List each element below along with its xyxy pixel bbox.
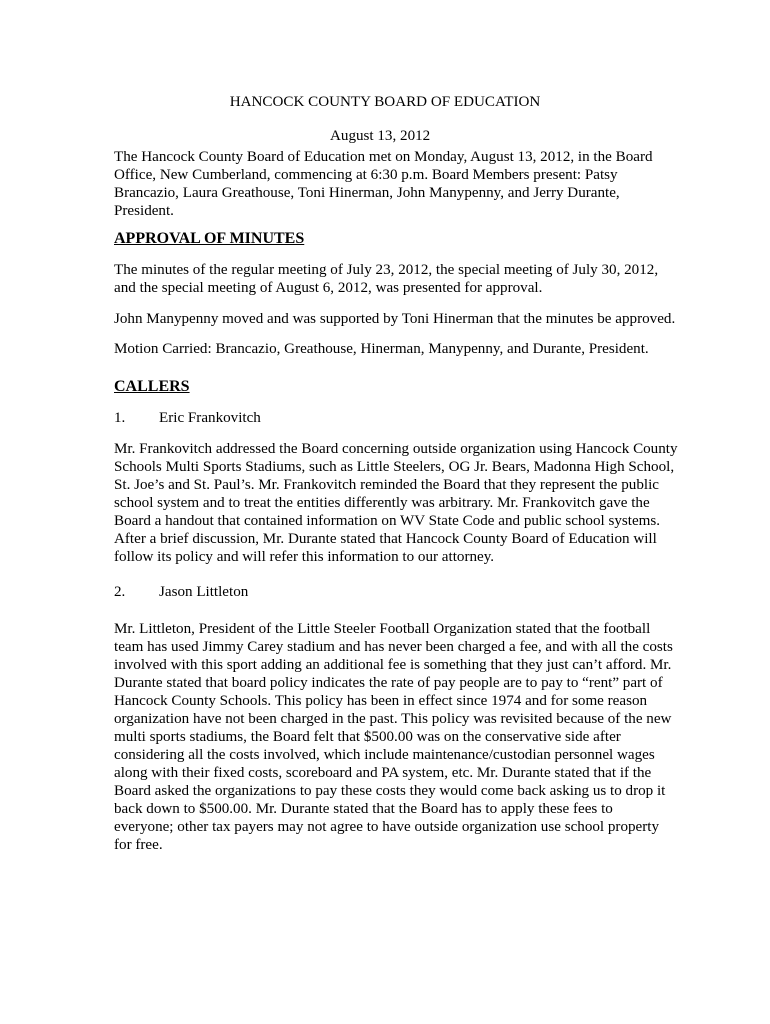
caller-text-line: considering all the costs involved, which include maintenance/custodian personnel wages: [114, 747, 655, 763]
caller-text-line: everyone; other tax payers may not agree to have outside organization use school property: [114, 819, 660, 835]
caller-text-line: follow its policy and will refer this information to our attorney.: [114, 549, 495, 565]
caller-text-line: along with their fixed costs, scoreboard and PA system, etc. Mr. Durante stated that if the: [114, 765, 652, 781]
intro-line: Office, New Cumberland, commencing at 6:30 p.m. Board Members present: Patsy: [114, 167, 618, 183]
intro-line: President.: [114, 203, 174, 219]
intro-line: Brancazio, Laura Greathouse, Toni Hinerman, John Manypenny, and Jerry Durante,: [114, 185, 620, 201]
caller-text-line: multi sports stadiums, the Board felt that $500.00 was on the conservative side after: [114, 729, 621, 745]
caller-text-line: After a brief discussion, Mr. Durante stated that Hancock County Board of Education will: [114, 531, 657, 547]
caller-text-line: Mr. Littleton, President of the Little Steeler Football Organization stated that the football: [114, 621, 651, 637]
caller-text-line: school system and to treat the entities differently was arbitrary. Mr. Frankovitch gave the: [114, 495, 650, 511]
caller-text-line: back down to $500.00. Mr. Durante stated that the Board has to apply these fees to: [114, 801, 613, 817]
approval-heading: APPROVAL OF MINUTES: [114, 230, 305, 247]
approval-vote: Motion Carried: Brancazio, Greathouse, Hinerman, Manypenny, and Durante, President.: [114, 341, 649, 357]
intro-line: The Hancock County Board of Education met on Monday, August 13, 2012, in the Board: [114, 149, 653, 165]
caller-number: 2.: [114, 584, 126, 600]
approval-para-line: The minutes of the regular meeting of July 23, 2012, the special meeting of July 30, 2012,: [114, 262, 659, 278]
caller-text-line: for free.: [114, 837, 163, 853]
meeting-date-text: August 13, 2012: [330, 128, 431, 144]
caller-text-line: Board asked the organizations to pay these costs they would come back asking us to drop it: [114, 783, 666, 799]
caller-text-line: Mr. Frankovitch addressed the Board concerning outside organization using Hancock County: [114, 441, 678, 457]
caller-text-line: Board a handout that contained information on WV State Code and public school systems.: [114, 513, 661, 529]
caller-text-line: organization have not been charged in the past. This policy was revisited because of the new: [114, 711, 672, 727]
caller-text-line: Durante stated that board policy indicates the rate of pay people are to pay to “rent” part of: [114, 675, 663, 691]
approval-motion: John Manypenny moved and was supported by Toni Hinerman that the minutes be approved.: [114, 311, 676, 327]
approval-para-line: and the special meeting of August 6, 2012, was presented for approval.: [114, 280, 543, 296]
caller-text-line: Schools Multi Sports Stadiums, such as Little Steelers, OG Jr. Bears, Madonna High School,: [114, 459, 675, 475]
caller-text-line: team has used Jimmy Carey stadium and has never been charged a fee, and with all the costs: [114, 639, 673, 655]
callers-heading: CALLERS: [114, 378, 190, 395]
caller-text-line: St. Joe’s and St. Paul’s. Mr. Frankovitch reminded the Board that they represent the public: [114, 477, 659, 493]
caller-name: Jason Littleton: [159, 584, 249, 600]
caller-text-line: Hancock County Schools. This policy has been in effect since 1974 and for some reason: [114, 693, 648, 709]
caller-number: 1.: [114, 410, 126, 426]
caller-text-line: involved with this sport adding an additional fee is something that they just can’t afford. Mr.: [114, 657, 672, 673]
caller-name: Eric Frankovitch: [159, 410, 261, 426]
document-title: HANCOCK COUNTY BOARD OF EDUCATION: [229, 94, 541, 110]
